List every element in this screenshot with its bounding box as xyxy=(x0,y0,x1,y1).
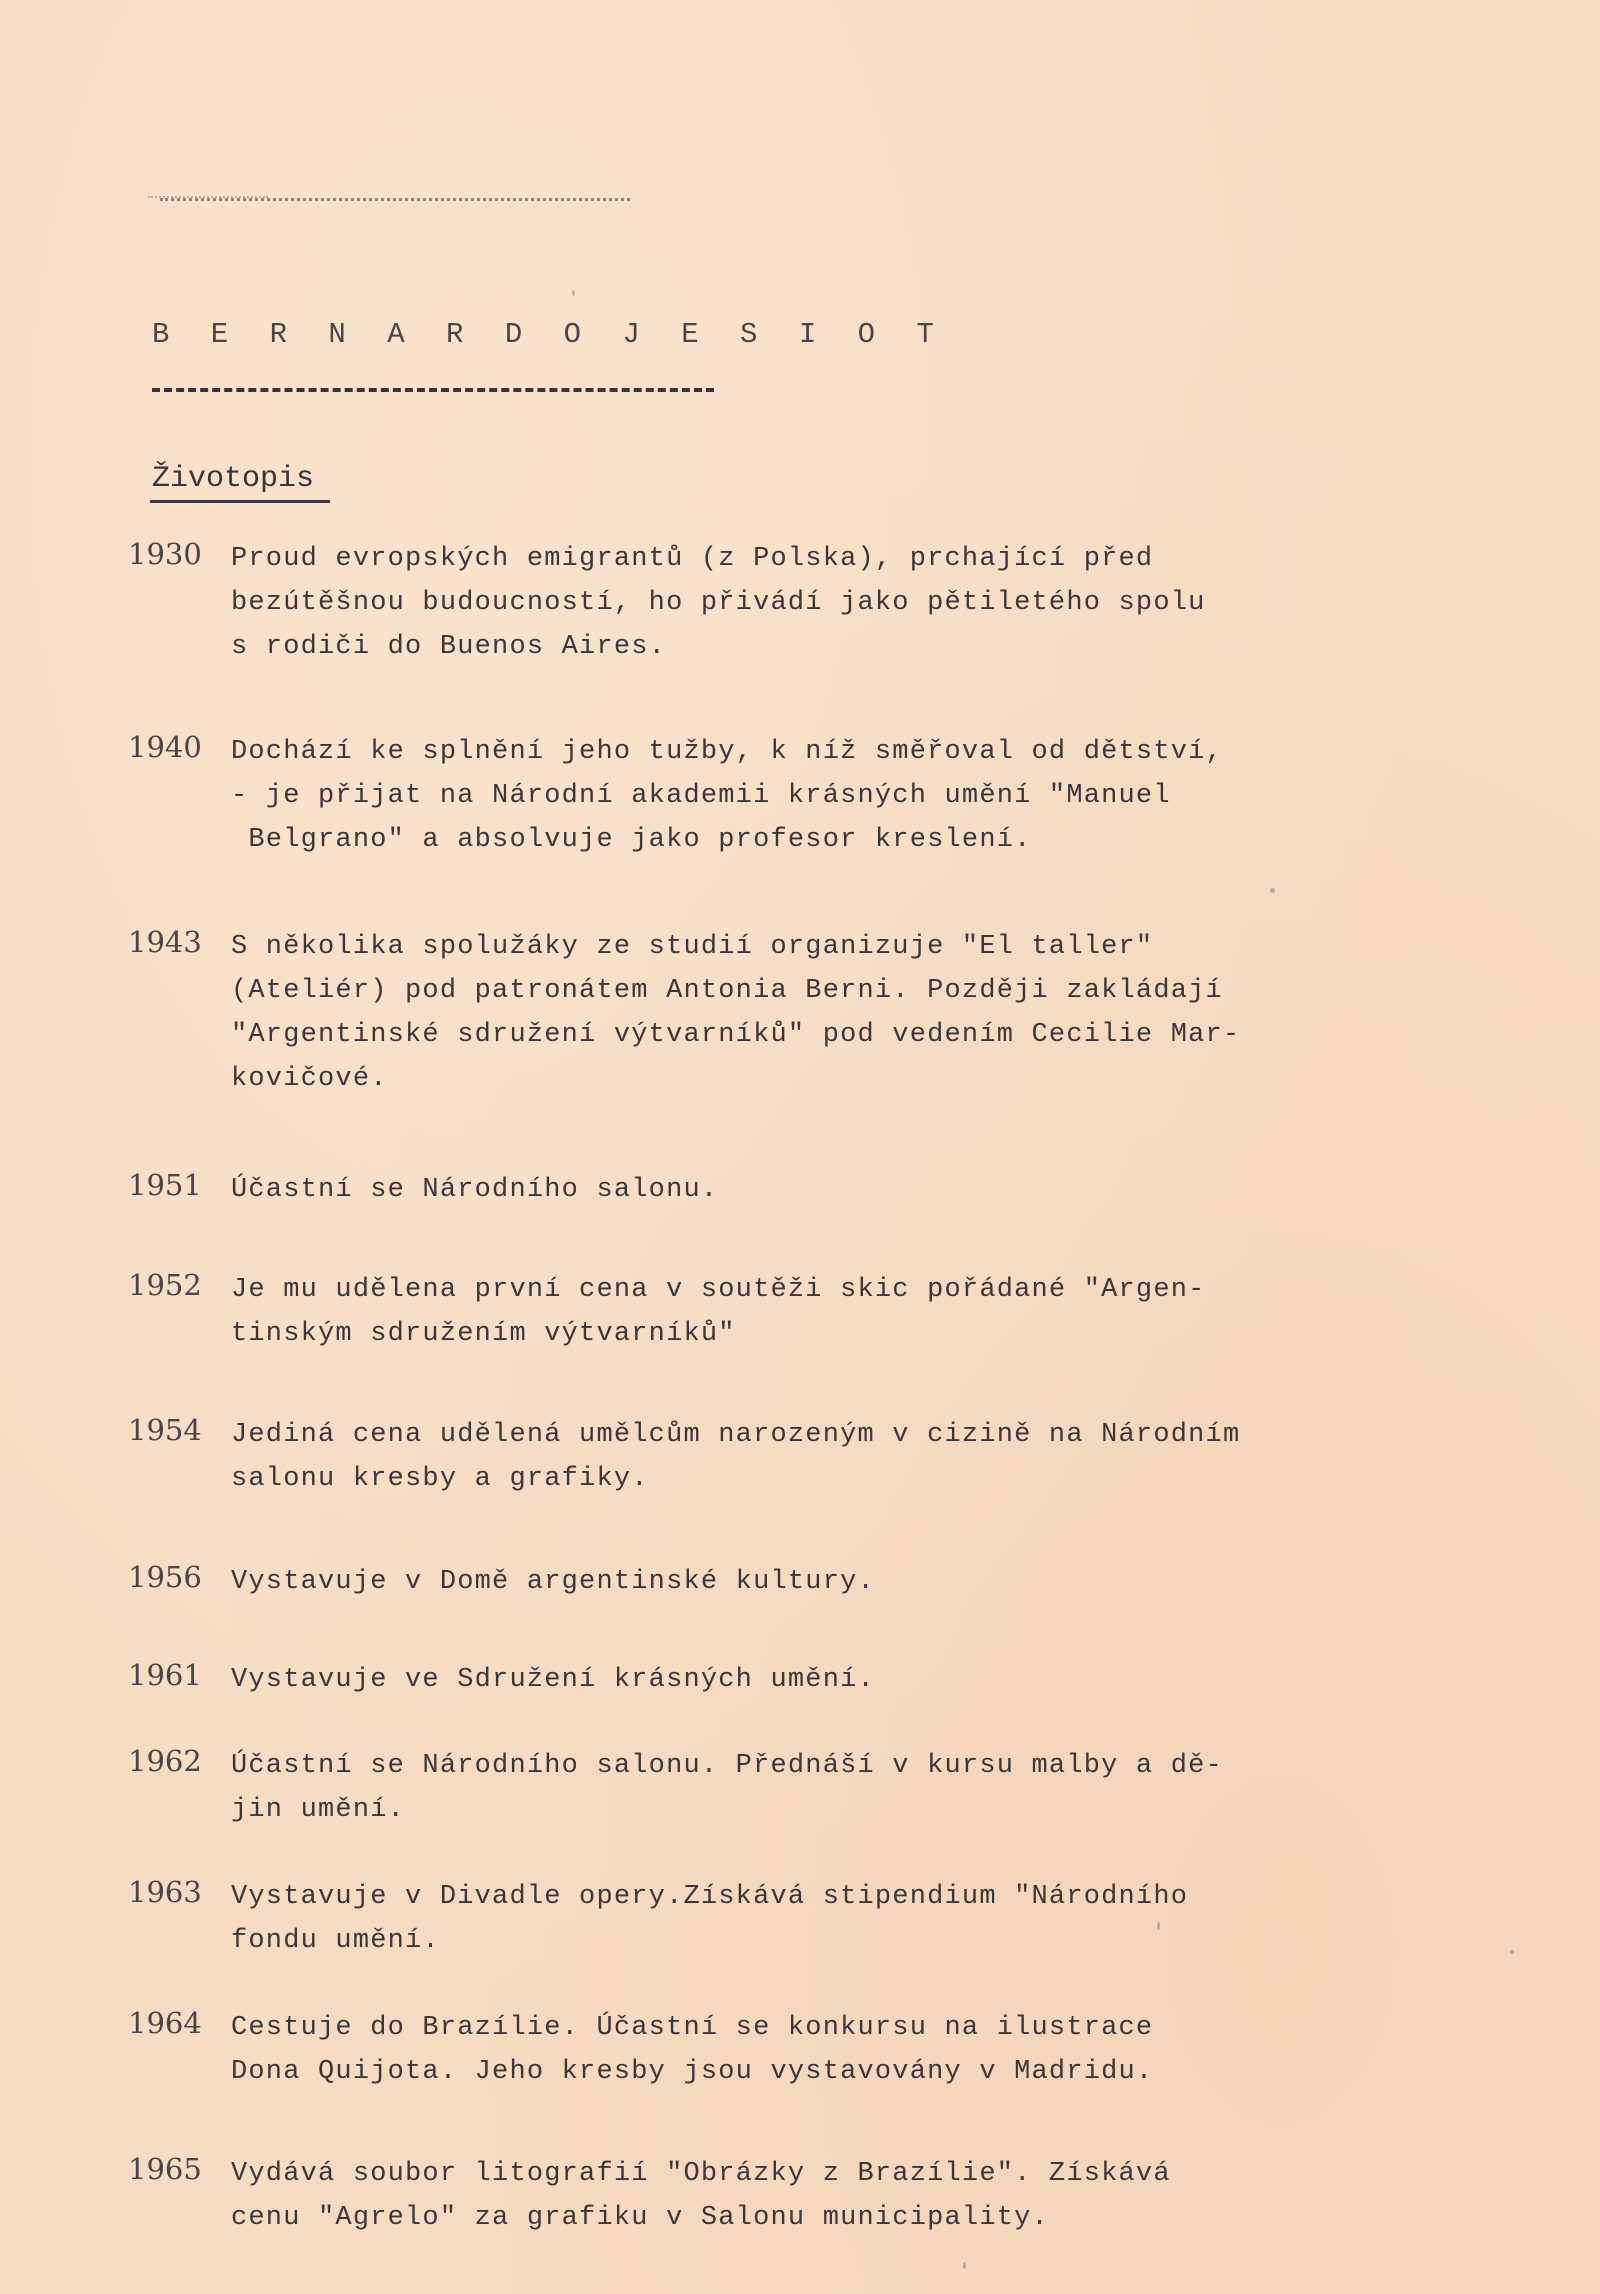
entry-line: Cestuje do Brazílie. Účastní se konkursu na ilustrace xyxy=(231,2013,1154,2043)
entry-line: fondu umění. xyxy=(231,1926,440,1956)
entry-year: 1943 xyxy=(128,925,202,959)
paper-speck xyxy=(572,290,575,296)
entry-text xyxy=(231,1413,1240,1501)
entry-line: Dochází ke splnění jeho tužby, k níž směřoval od dětství, xyxy=(231,737,1223,767)
entry-line: Je mu udělena první cena v soutěži skic pořádané "Argen- xyxy=(231,1275,1206,1305)
entry-line: Vystavuje v Divadle opery.Získává stipendium "Národního xyxy=(231,1882,1189,1912)
entry-text xyxy=(231,1168,718,1212)
entry-text xyxy=(231,1875,1188,1963)
entry-line: Vystavuje v Domě argentinské kultury. xyxy=(231,1567,875,1597)
entry-text xyxy=(231,2152,1171,2240)
entry-line: Vystavuje ve Sdružení krásných umění. xyxy=(231,1665,875,1695)
entry-line: (Ateliér) pod patronátem Antonia Berni. Později zakládají xyxy=(231,976,1223,1006)
entry-line: Dona Quijota. Jeho kresby jsou vystavovány v Madridu. xyxy=(231,2057,1154,2087)
entry-line: jin umění. xyxy=(231,1795,406,1825)
entry-line: S několika spolužáky ze studií organizuje "El taller" xyxy=(231,932,1154,962)
entry-line: Jediná cena udělená umělcům narozeným v cizině na Národním xyxy=(231,1420,1241,1450)
entry-line: cenu "Agrelo" za grafiku v Salonu municipality. xyxy=(231,2203,1049,2233)
entry-year: 1965 xyxy=(128,2152,202,2186)
entry-line: "Argentinské sdružení výtvarníků" pod vedením Cecilie Mar- xyxy=(231,1020,1241,1050)
section-heading: Životopis xyxy=(152,462,315,496)
entry-year: 1963 xyxy=(128,1875,202,1909)
paper-speck xyxy=(963,2262,966,2269)
paper-speck xyxy=(1270,888,1275,893)
entry-text xyxy=(231,1744,1223,1832)
entry-year: 1956 xyxy=(128,1560,202,1594)
entry-text xyxy=(231,2006,1153,2094)
entry-year: 1951 xyxy=(128,1168,202,1202)
heading-underline xyxy=(150,500,330,503)
entry-line: Vydává soubor litografií "Obrázky z Brazílie". Získává xyxy=(231,2159,1171,2189)
title-underline xyxy=(152,388,714,396)
entry-year: 1961 xyxy=(128,1658,202,1692)
entry-year: 1962 xyxy=(128,1744,202,1778)
entry-line: kovičové. xyxy=(231,1064,388,1094)
paper-speck xyxy=(1157,1922,1160,1930)
entry-year: 1930 xyxy=(128,537,202,571)
entry-line: tinským sdružením výtvarníků" xyxy=(231,1319,736,1349)
entry-year: 1964 xyxy=(128,2006,202,2040)
entry-line: Belgrano" a absolvuje jako profesor kreslení. xyxy=(231,825,1032,855)
entry-text xyxy=(231,1658,875,1702)
entry-line: Účastní se Národního salonu. xyxy=(231,1175,719,1205)
top-typed-dash-line xyxy=(160,198,630,207)
entry-text xyxy=(231,925,1240,1101)
entry-line: salonu kresby a grafiky. xyxy=(231,1464,649,1494)
paper-speck xyxy=(1510,1950,1514,1954)
entry-line: bezútěšnou budoucností, ho přivádí jako pětiletého spolu xyxy=(231,588,1206,618)
entry-year: 1952 xyxy=(128,1268,202,1302)
entry-text xyxy=(231,537,1206,669)
entry-text xyxy=(231,1560,875,1604)
document-title: B E R N A R D O J E S I O T xyxy=(152,318,946,351)
entry-line: - je přijat na Národní akademii krásných umění "Manuel xyxy=(231,781,1171,811)
entry-year: 1940 xyxy=(128,730,202,764)
entry-year: 1954 xyxy=(128,1413,202,1447)
entry-text xyxy=(231,1268,1206,1356)
entry-text xyxy=(231,730,1223,862)
entry-line: Účastní se Národního salonu. Přednáší v kursu malby a dě- xyxy=(231,1751,1223,1781)
entry-line: s rodiči do Buenos Aires. xyxy=(231,632,667,662)
entry-line: Proud evropských emigrantů (z Polska), prchající před xyxy=(231,544,1154,574)
